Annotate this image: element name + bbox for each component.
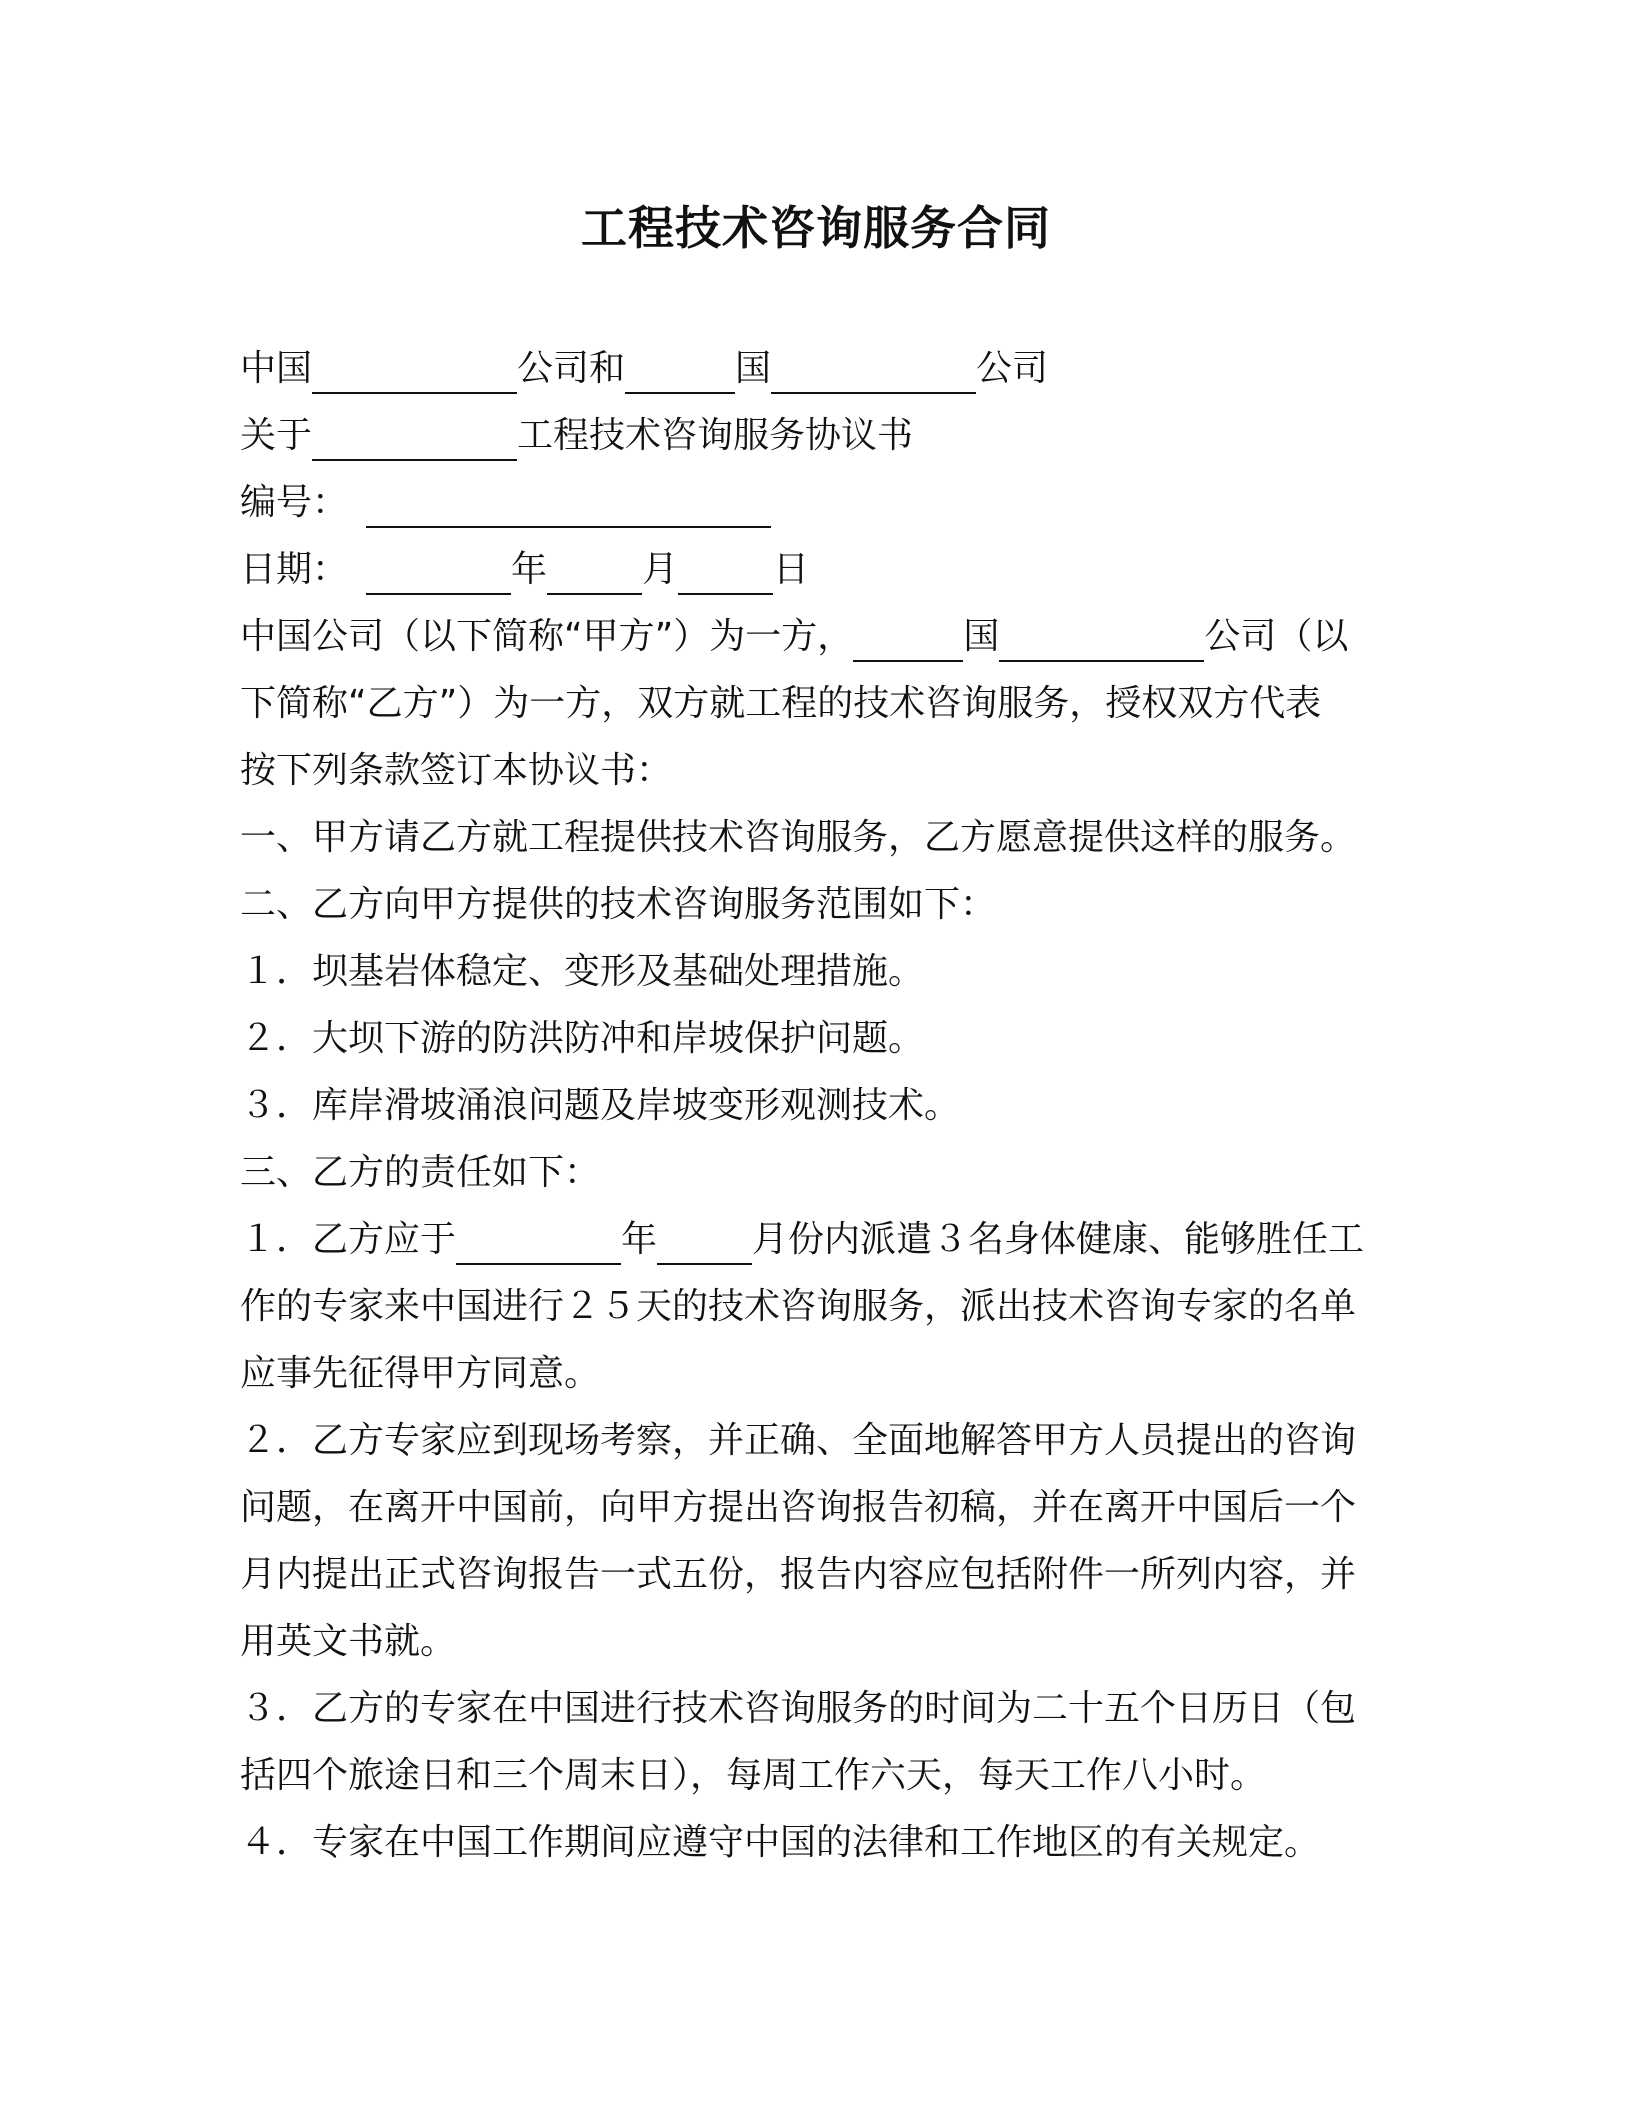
intro-line-3: 按下列条款签订本协议书： xyxy=(240,750,673,791)
clause-1: 一、甲方请乙方就工程提供技术咨询服务，乙方愿意提供这样的服务。 xyxy=(240,817,1357,858)
clause-3-item-2-line-3: 月内提出正式咨询报告一式五份，报告内容应包括附件一所列内容，并 xyxy=(240,1554,1357,1595)
party-b-country-label: 国 xyxy=(735,348,772,389)
intro-company-blank[interactable] xyxy=(999,614,1204,662)
clause-2-heading: 二、乙方向甲方提供的技术咨询服务范围如下： xyxy=(240,884,997,925)
clause-3-item-2-line-1: ２．乙方专家应到现场考察，并正确、全面地解答甲方人员提出的咨询 xyxy=(240,1420,1357,1461)
intro-line-1 xyxy=(240,603,1390,670)
document-body xyxy=(240,335,1390,1876)
party-b-country-blank[interactable] xyxy=(625,346,735,394)
intro-country-label: 国 xyxy=(963,616,1000,657)
clause-2-item-3: ３．库岸滑坡涌浪问题及岸坡变形观测技术。 xyxy=(240,1085,961,1126)
subject-suffix: 工程技术咨询服务协议书 xyxy=(517,415,914,456)
date-day-blank[interactable] xyxy=(678,547,773,595)
parties-line xyxy=(240,335,1390,402)
document-title: 工程技术咨询服务合同 xyxy=(581,201,1051,255)
clause-2-item-2: ２．大坝下游的防洪防冲和岸坡保护问题。 xyxy=(240,1018,925,1059)
clause-3-heading: 三、乙方的责任如下： xyxy=(240,1152,601,1193)
intro-text-1a: 中国公司（以下简称“甲方”）为一方， xyxy=(240,616,854,657)
subject-prefix: 关于 xyxy=(240,415,313,456)
clause-3-item-4: ４．专家在中国工作期间应遵守中国的法律和工作地区的有关规定。 xyxy=(240,1822,1321,1863)
date-line xyxy=(240,536,1390,603)
party-a-name-blank[interactable] xyxy=(312,346,517,394)
intro-line-2: 下简称“乙方”）为一方，双方就工程的技术咨询服务，授权双方代表 xyxy=(240,683,1322,724)
party-a-prefix: 中国 xyxy=(240,348,313,389)
party-connector: 公司和 xyxy=(517,348,626,389)
party-b-suffix: 公司 xyxy=(976,348,1049,389)
date-month-blank[interactable] xyxy=(547,547,642,595)
clause-3-item-1-text-a: １．乙方应于 xyxy=(240,1219,457,1260)
contract-number-blank[interactable] xyxy=(366,480,771,528)
date-day-label: 日 xyxy=(773,549,810,590)
number-line xyxy=(240,469,1390,536)
date-year-blank[interactable] xyxy=(366,547,511,595)
date-month-label: 月 xyxy=(642,549,679,590)
date-year-label: 年 xyxy=(511,549,548,590)
clause-3-item-2-line-2: 问题，在离开中国前，向甲方提出咨询报告初稿，并在离开中国后一个 xyxy=(240,1487,1357,1528)
clause-3-item-1-line-2: 作的专家来中国进行２５天的技术咨询服务，派出技术咨询专家的名单 xyxy=(240,1286,1357,1327)
clause-3-item-3-line-2: 括四个旅途日和三个周末日），每周工作六天，每天工作八小时。 xyxy=(240,1755,1267,1796)
dispatch-month-blank[interactable] xyxy=(657,1217,752,1265)
clause-2-item-1: １．坝基岩体稳定、变形及基础处理措施。 xyxy=(240,951,925,992)
subject-line xyxy=(240,402,1390,469)
number-label: 编号： xyxy=(240,482,349,523)
clause-3-item-2-line-4: 用英文书就。 xyxy=(240,1621,457,1662)
clause-3-item-3-line-1: ３．乙方的专家在中国进行技术咨询服务的时间为二十五个日历日（包 xyxy=(240,1688,1357,1729)
intro-country-blank[interactable] xyxy=(853,614,963,662)
party-b-name-blank[interactable] xyxy=(771,346,976,394)
dispatch-year-blank[interactable] xyxy=(456,1217,621,1265)
clause-3-item-1-line-3: 应事先征得甲方同意。 xyxy=(240,1353,601,1394)
project-name-blank[interactable] xyxy=(312,413,517,461)
clause-3-item-1-line-1 xyxy=(240,1206,1390,1273)
dispatch-year-label: 年 xyxy=(621,1219,658,1260)
date-label: 日期： xyxy=(240,549,349,590)
clause-3-item-1-text-c: 月份内派遣３名身体健康、能够胜任工 xyxy=(752,1219,1365,1260)
intro-text-1c: 公司（以 xyxy=(1204,616,1349,657)
